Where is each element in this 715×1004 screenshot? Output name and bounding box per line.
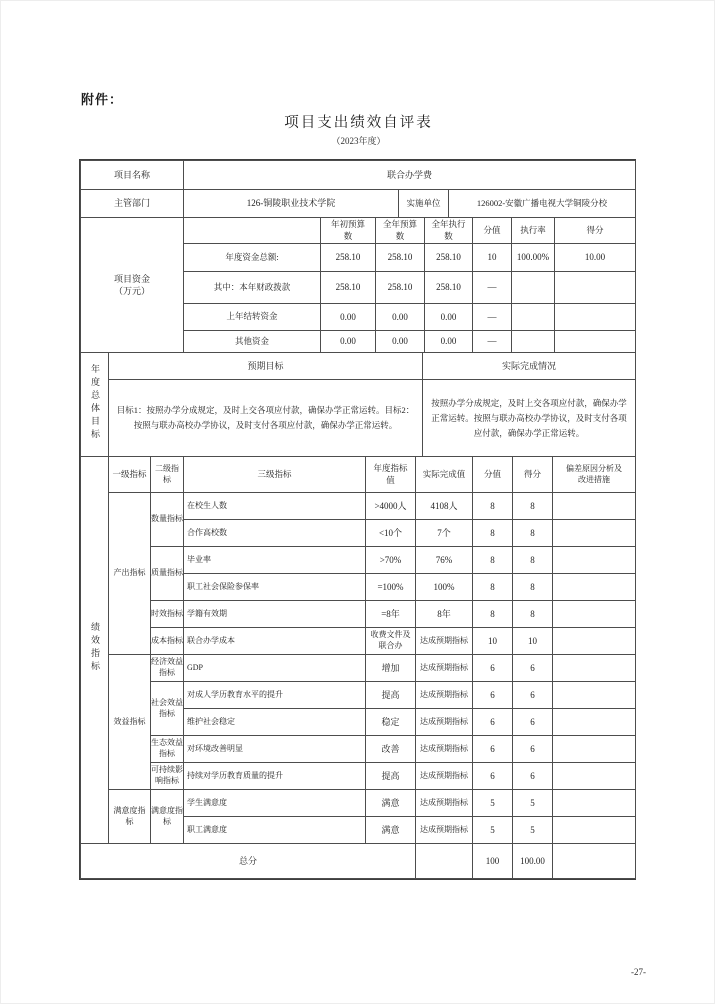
funds-total-points: 10.00 <box>555 244 636 272</box>
points-cell: 10 <box>513 628 553 655</box>
target-cell: 满意 <box>366 790 416 817</box>
score-cell: 5 <box>473 790 513 817</box>
l3-cell: 持续对学历教育质量的提升 <box>184 763 366 790</box>
l3-cell: 毕业率 <box>184 547 366 574</box>
impl-label <box>399 190 449 218</box>
col-target-header-text: 年度指标值 <box>373 463 408 485</box>
funds-col-initial-budget-text: 年初预算数 <box>330 219 365 241</box>
col-deviation-header <box>553 457 636 493</box>
target-cell: =8年 <box>366 601 416 628</box>
score-cell: 6 <box>473 763 513 790</box>
indicator-row <box>81 763 636 790</box>
deviation-cell <box>553 655 636 682</box>
funds-other-points <box>555 331 636 353</box>
funds-col-score: 分值 <box>473 218 512 244</box>
funds-fiscal-v3: 258.10 <box>425 272 473 304</box>
actual-cell: 100% <box>416 574 473 601</box>
total-score: 100 <box>473 844 513 879</box>
funds-col-year-budget <box>376 218 425 244</box>
l2-ecological: 生态效益指标 <box>151 736 184 763</box>
project-info-table <box>80 160 636 218</box>
funds-carryover-rate <box>512 304 555 331</box>
col-score-header: 分值 <box>473 457 513 493</box>
col-actual-header: 实际完成值 <box>416 457 473 493</box>
funds-corner-cell <box>184 218 321 244</box>
dept-value: 126-铜陵职业技术学院 <box>184 190 399 218</box>
funds-header-row <box>81 218 636 244</box>
target-cell: 提高 <box>366 763 416 790</box>
deviation-cell <box>553 628 636 655</box>
actual-cell: 达成预期指标 <box>416 763 473 790</box>
page-number: -27- <box>631 967 646 977</box>
indicator-row <box>81 628 636 655</box>
actual-cell: 达成预期指标 <box>416 790 473 817</box>
actual-cell: 达成预期指标 <box>416 682 473 709</box>
goals-actual-text: 按照办学分成规定，及时上交各项应付款，确保办学正常运转。按照与联办高校办学协议，及时支付各项应付款，确保办学正常运转。 <box>423 380 636 457</box>
l3-cell: 学生满意度 <box>184 790 366 817</box>
funds-carryover-label: 上年结转资金 <box>184 304 321 331</box>
l3-cell: 对成人学历教育水平的提升 <box>184 682 366 709</box>
l3-cell: GDP <box>184 655 366 682</box>
l1-output: 产出指标 <box>109 493 151 655</box>
funds-col-rate: 执行率 <box>512 218 555 244</box>
funds-total-v3: 258.10 <box>425 244 473 272</box>
l3-cell: 合作高校数 <box>184 520 366 547</box>
funds-other-rate <box>512 331 555 353</box>
funds-fiscal-label: 其中：本年财政拨款 <box>184 272 321 304</box>
score-cell: 6 <box>473 709 513 736</box>
indicator-row <box>81 547 636 574</box>
l3-cell: 学籍有效期 <box>184 601 366 628</box>
l3-cell: 在校生人数 <box>184 493 366 520</box>
funds-fiscal-score: — <box>473 272 512 304</box>
deviation-cell <box>553 790 636 817</box>
project-name-value: 联合办学费 <box>184 161 636 190</box>
funds-carryover-v2: 0.00 <box>376 304 425 331</box>
target-cell: 满意 <box>366 817 416 844</box>
funds-col-executed-text: 全年执行数 <box>431 219 466 241</box>
score-cell: 8 <box>473 520 513 547</box>
target-cell: <10个 <box>366 520 416 547</box>
l2-satisfaction: 满意度指标 <box>151 790 184 844</box>
score-cell: 5 <box>473 817 513 844</box>
l2-quantity: 数量指标 <box>151 493 184 547</box>
indicators-header-row <box>81 457 636 493</box>
deviation-cell <box>553 763 636 790</box>
goals-row-header-text: 年度总体目标 <box>90 363 100 442</box>
indicator-row <box>81 493 636 520</box>
l2-cost: 成本指标 <box>151 628 184 655</box>
points-cell: 6 <box>513 763 553 790</box>
goals-expected-text: 目标1：按照办学分成规定，及时上交各项应付款，确保办学正常运转。目标2：按照与联办高校办学协议，及时支付各项应付款，确保办学正常运转。 <box>109 380 423 457</box>
score-cell: 8 <box>473 574 513 601</box>
deviation-cell <box>553 709 636 736</box>
points-cell: 8 <box>513 547 553 574</box>
points-cell: 6 <box>513 736 553 763</box>
l2-social: 社会效益指标 <box>151 682 184 736</box>
funds-total-label: 年度资金总额: <box>184 244 321 272</box>
target-cell: 提高 <box>366 682 416 709</box>
points-cell: 6 <box>513 682 553 709</box>
goals-row-header <box>81 353 109 457</box>
total-points: 100.00 <box>513 844 553 879</box>
funds-col-year-budget-text: 全年预算数 <box>382 219 417 241</box>
funds-row-header-text: 项目资金（万元） <box>113 273 150 296</box>
target-cell: =100% <box>366 574 416 601</box>
funds-fiscal-rate <box>512 272 555 304</box>
score-cell: 8 <box>473 493 513 520</box>
target-cell: 收费文件及联合办 <box>366 628 416 655</box>
score-cell: 10 <box>473 628 513 655</box>
points-cell: 8 <box>513 574 553 601</box>
dept-label: 主管部门 <box>81 190 184 218</box>
l2-quality: 质量指标 <box>151 547 184 601</box>
funds-fiscal-points <box>555 272 636 304</box>
target-cell: 改善 <box>366 736 416 763</box>
deviation-cell <box>553 736 636 763</box>
actual-cell: 8年 <box>416 601 473 628</box>
l3-cell: 联合办学成本 <box>184 628 366 655</box>
actual-cell: 达成预期指标 <box>416 628 473 655</box>
col-l1-header: 一级指标 <box>109 457 151 493</box>
col-l3-header: 三级指标 <box>184 457 366 493</box>
indicators-table <box>80 456 636 844</box>
points-cell: 6 <box>513 655 553 682</box>
l2-economic: 经济效益指标 <box>151 655 184 682</box>
funds-carryover-score: — <box>473 304 512 331</box>
points-cell: 8 <box>513 493 553 520</box>
deviation-cell <box>553 574 636 601</box>
goals-actual-header: 实际完成情况 <box>423 353 636 380</box>
score-cell: 8 <box>473 547 513 574</box>
actual-cell: 达成预期指标 <box>416 709 473 736</box>
department-row <box>81 190 636 218</box>
goals-expected-header: 预期目标 <box>109 353 423 380</box>
actual-cell: 达成预期指标 <box>416 736 473 763</box>
l3-cell: 对环境改善明显 <box>184 736 366 763</box>
goals-content-row <box>81 380 636 457</box>
target-cell: >4000人 <box>366 493 416 520</box>
col-points-header: 得分 <box>513 457 553 493</box>
total-actual-cell <box>416 844 473 879</box>
funds-other-v3: 0.00 <box>425 331 473 353</box>
target-cell: 稳定 <box>366 709 416 736</box>
l2-sustainable: 可持续影响指标 <box>151 763 184 790</box>
indicator-row <box>81 790 636 817</box>
actual-cell: 4108人 <box>416 493 473 520</box>
page-title: 项目支出绩效自评表 <box>284 115 433 131</box>
col-deviation-header-text: 偏差原因分析及改进措施 <box>566 463 622 484</box>
actual-cell: 达成预期指标 <box>416 655 473 682</box>
deviation-cell <box>553 520 636 547</box>
funds-other-v2: 0.00 <box>376 331 425 353</box>
indicators-row-header-text: 绩效指标 <box>90 622 100 675</box>
goals-table <box>80 352 636 457</box>
funds-table <box>80 217 636 353</box>
total-label: 总分 <box>81 844 416 879</box>
deviation-cell <box>553 601 636 628</box>
l1-benefit: 效益指标 <box>109 655 151 790</box>
actual-cell: 76% <box>416 547 473 574</box>
total-row <box>81 844 636 879</box>
funds-row-header <box>81 218 184 353</box>
funds-other-score: — <box>473 331 512 353</box>
score-cell: 8 <box>473 601 513 628</box>
evaluation-table <box>79 159 636 880</box>
points-cell: 5 <box>513 817 553 844</box>
deviation-cell <box>553 817 636 844</box>
points-cell: 8 <box>513 520 553 547</box>
points-cell: 5 <box>513 790 553 817</box>
funds-fiscal-v1: 258.10 <box>321 272 376 304</box>
l3-cell: 职工满意度 <box>184 817 366 844</box>
col-l2-header: 二级指标 <box>151 457 184 493</box>
funds-total-score: 10 <box>473 244 512 272</box>
total-deviation-cell <box>553 844 636 879</box>
indicators-row-header <box>81 457 109 844</box>
funds-total-v1: 258.10 <box>321 244 376 272</box>
impl-label-text: 实施单位 <box>406 198 441 209</box>
funds-total-rate: 100.00% <box>512 244 555 272</box>
impl-value <box>449 190 636 218</box>
col-target-header <box>366 457 416 493</box>
points-cell: 8 <box>513 601 553 628</box>
l1-satisfaction: 满意度指标 <box>109 790 151 844</box>
project-name-label: 项目名称 <box>81 161 184 190</box>
deviation-cell <box>553 493 636 520</box>
deviation-cell <box>553 547 636 574</box>
attachment-label: 附件： <box>81 92 124 107</box>
score-cell: 6 <box>473 655 513 682</box>
indicator-row <box>81 682 636 709</box>
target-cell: >70% <box>366 547 416 574</box>
funds-fiscal-v2: 258.10 <box>376 272 425 304</box>
funds-col-executed <box>425 218 473 244</box>
impl-value-text: 126002-安徽广播电视大学铜陵分校 <box>476 198 608 209</box>
points-cell: 6 <box>513 709 553 736</box>
score-cell: 6 <box>473 682 513 709</box>
deviation-cell <box>553 682 636 709</box>
indicator-row <box>81 655 636 682</box>
funds-other-v1: 0.00 <box>321 331 376 353</box>
l3-cell: 维护社会稳定 <box>184 709 366 736</box>
score-cell: 6 <box>473 736 513 763</box>
funds-carryover-v3: 0.00 <box>425 304 473 331</box>
funds-total-v2: 258.10 <box>376 244 425 272</box>
funds-carryover-points <box>555 304 636 331</box>
actual-cell: 达成预期指标 <box>416 817 473 844</box>
target-cell: 增加 <box>366 655 416 682</box>
l3-cell: 职工社会保险参保率 <box>184 574 366 601</box>
funds-carryover-v1: 0.00 <box>321 304 376 331</box>
indicator-row <box>81 736 636 763</box>
actual-cell: 7个 <box>416 520 473 547</box>
indicator-row <box>81 601 636 628</box>
goals-header-row <box>81 353 636 380</box>
total-table <box>80 843 636 879</box>
page-subtitle: （2023年度） <box>331 136 386 146</box>
funds-other-label: 其他资金 <box>184 331 321 353</box>
project-name-row <box>81 161 636 190</box>
funds-col-points: 得分 <box>555 218 636 244</box>
l2-timeliness: 时效指标 <box>151 601 184 628</box>
funds-col-initial-budget <box>321 218 376 244</box>
